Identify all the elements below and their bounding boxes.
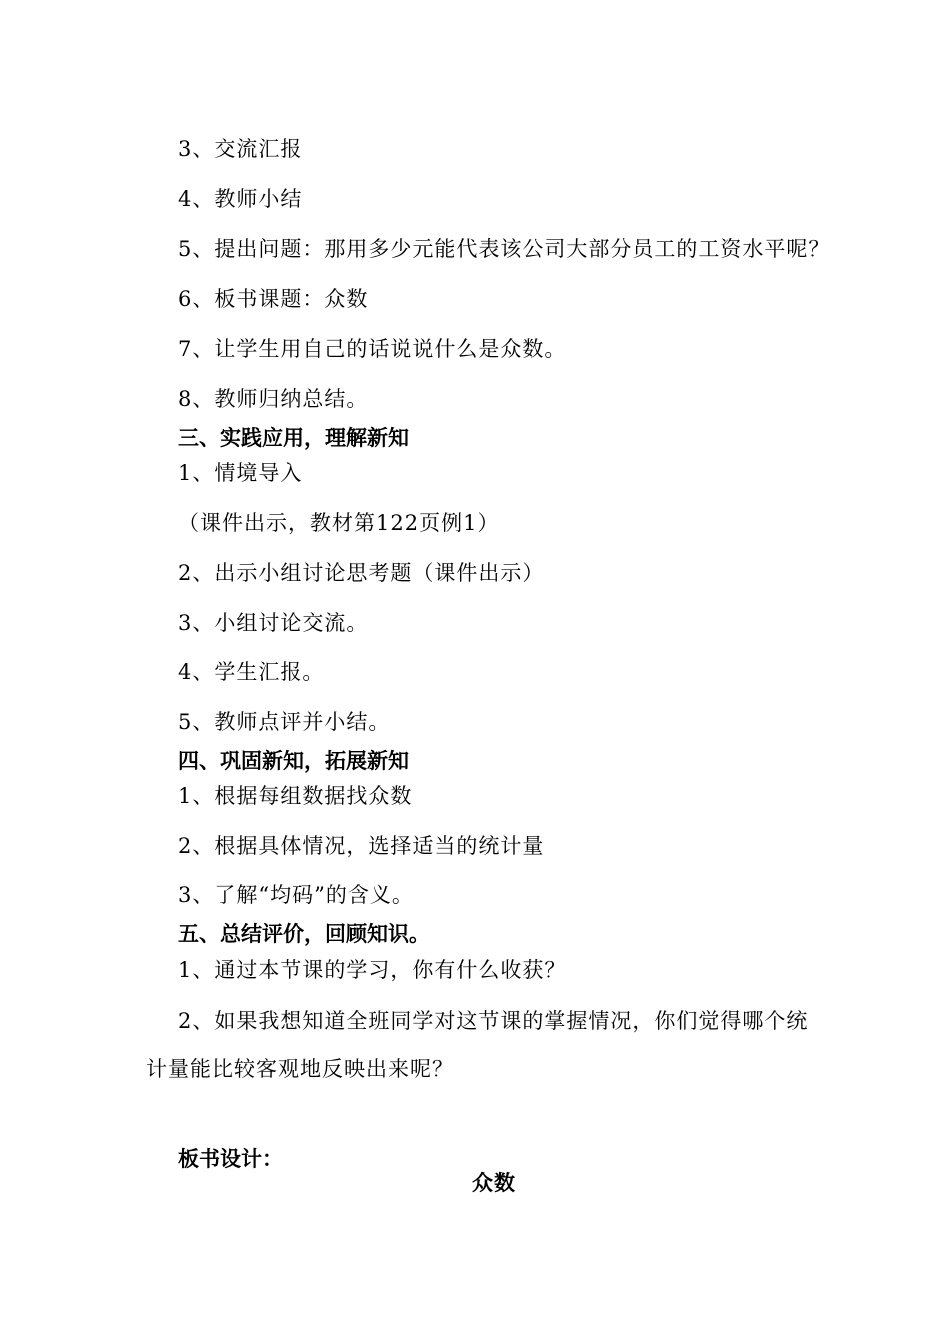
text-line: 6、板书课题：众数: [178, 287, 369, 311]
text-line: （课件出示，教材第122页例1）: [178, 511, 500, 535]
text-line: 8、教师归纳总结。: [178, 387, 369, 411]
text-line: 计量能比较客观地反映出来呢？: [146, 1057, 454, 1081]
text-line: 1、通过本节课的学习，你有什么收获？: [178, 958, 567, 982]
section-heading: 五、总结评价，回顾知识。: [178, 922, 430, 946]
text-line: 1、情境导入: [178, 461, 303, 485]
board-design-label: 板书设计：: [178, 1147, 283, 1171]
text-line: 7、让学生用自己的话说说什么是众数。: [178, 337, 567, 361]
board-title: 众数: [472, 1171, 516, 1195]
text-line: 5、提出问题：那用多少元能代表该公司大部分员工的工资水平呢？: [178, 237, 831, 261]
text-line: 2、出示小组讨论思考题（课件出示）: [178, 561, 545, 585]
text-line: 5、教师点评并小结。: [178, 710, 391, 734]
text-line: 1、根据每组数据找众数: [178, 784, 413, 808]
text-line: 3、了解“均码”的含义。: [178, 883, 414, 907]
section-heading: 四、巩固新知，拓展新知: [178, 749, 409, 773]
section-heading: 三、实践应用，理解新知: [178, 426, 409, 450]
text-line: 3、小组讨论交流。: [178, 611, 369, 635]
text-line: 3、交流汇报: [178, 137, 303, 161]
text-line: 2、如果我想知道全班同学对这节课的掌握情况，你们觉得哪个统: [178, 1009, 809, 1033]
text-line: 4、学生汇报。: [178, 660, 325, 684]
text-line: 2、根据具体情况，选择适当的统计量: [178, 834, 545, 858]
text-line: 4、教师小结: [178, 187, 303, 211]
